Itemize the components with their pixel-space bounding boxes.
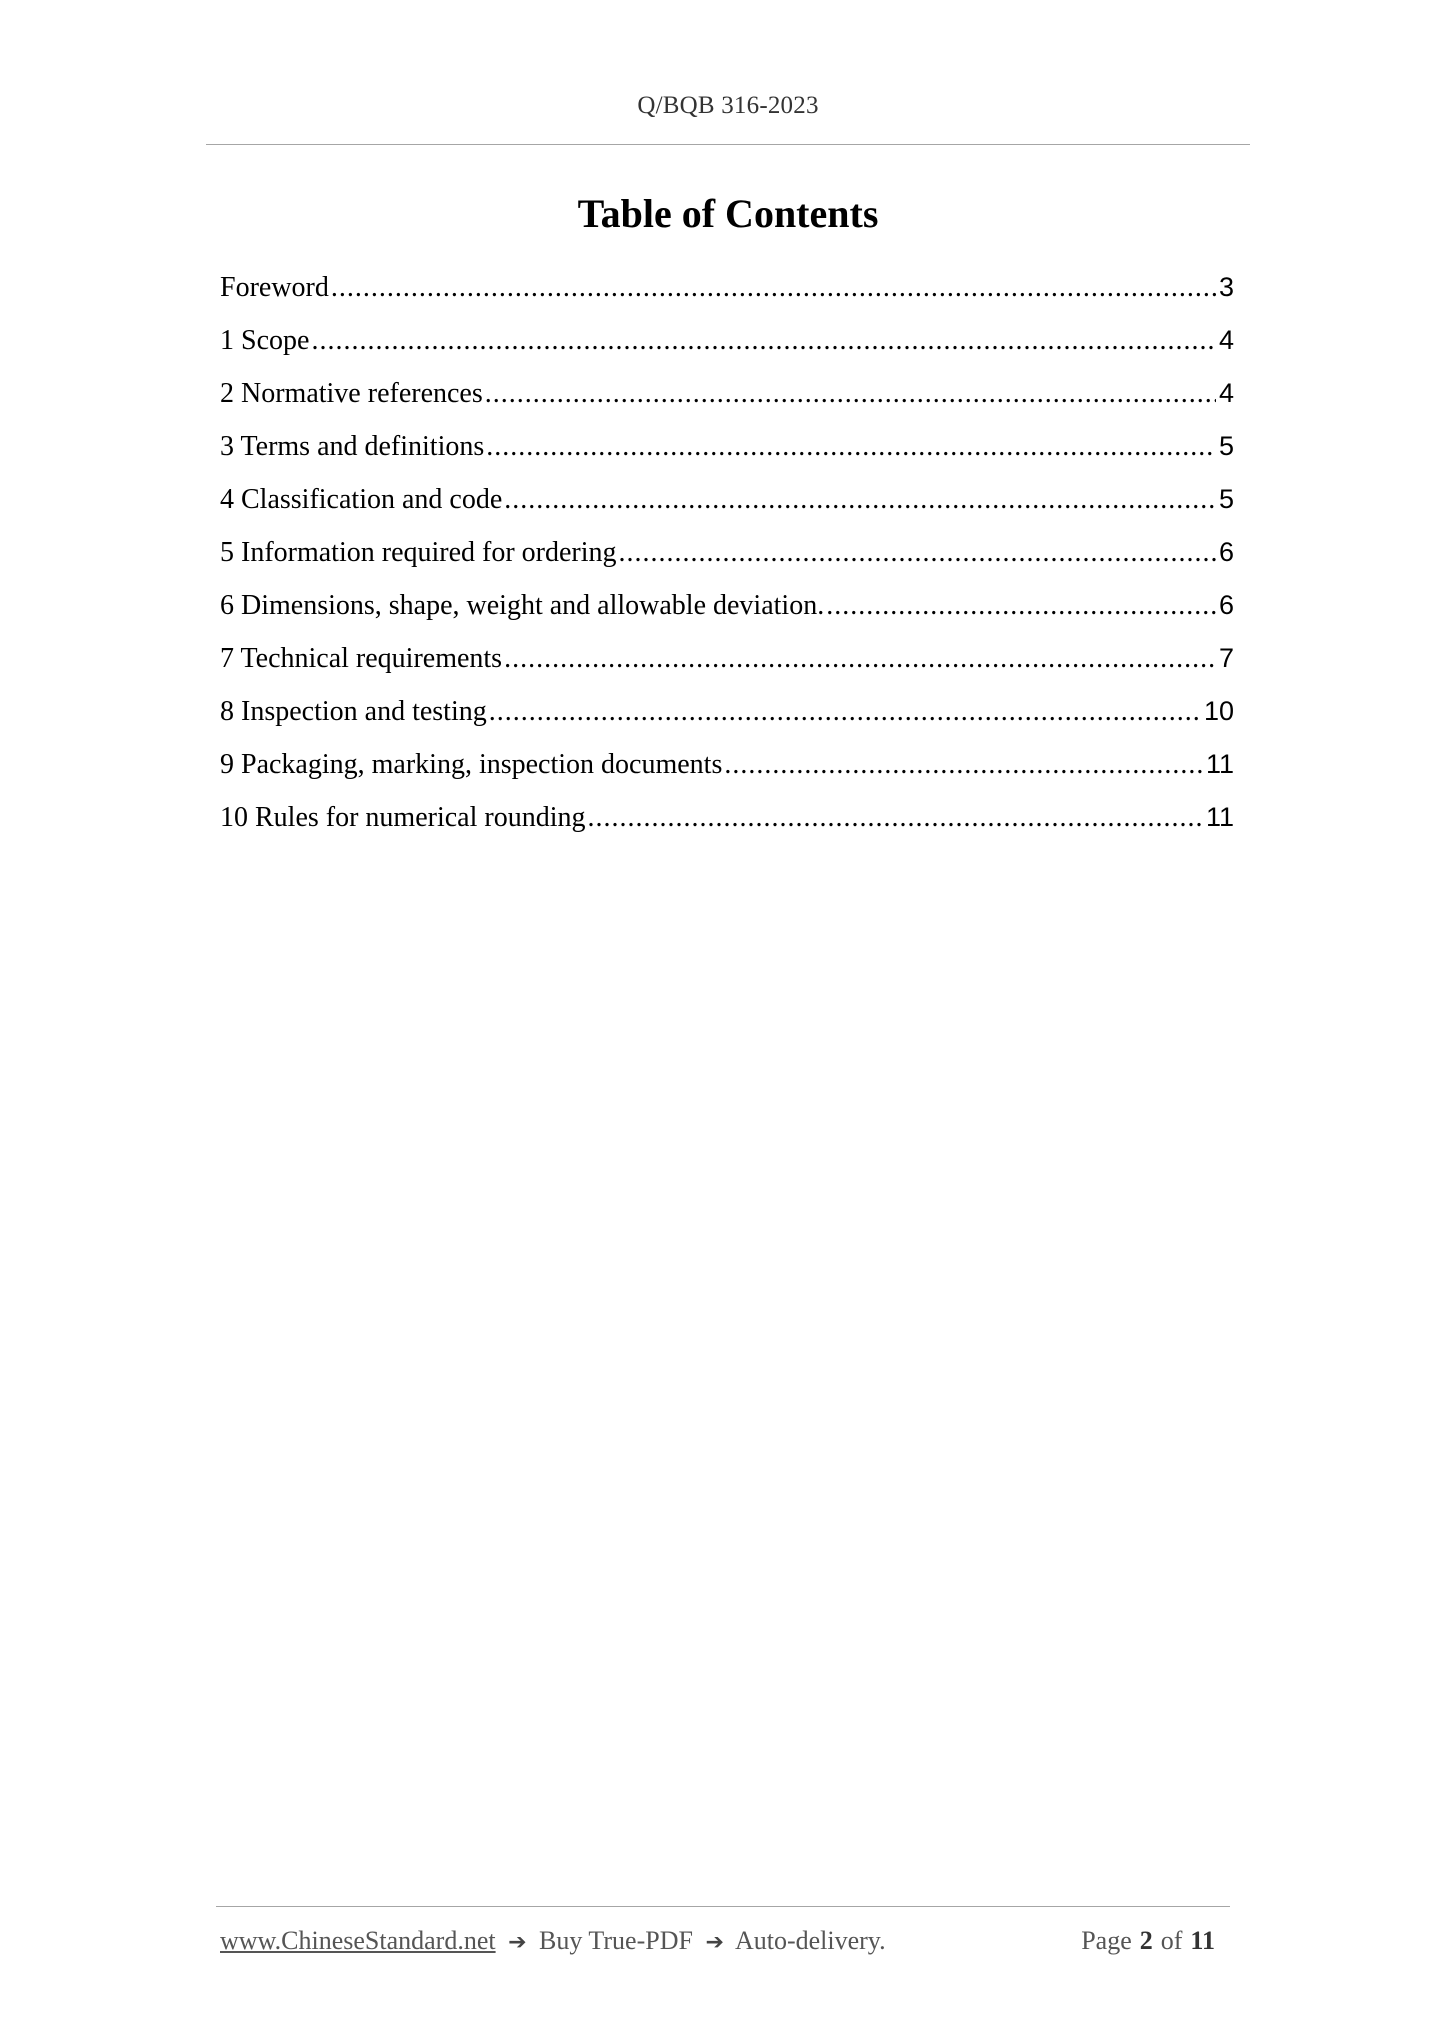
- toc-entry-ordering-information[interactable]: [220, 529, 1234, 582]
- total-pages-number: 11: [1190, 1926, 1215, 1955]
- page-word: Page: [1081, 1926, 1132, 1955]
- toc-entry-numerical-rounding[interactable]: [220, 794, 1234, 847]
- toc-entry-classification-and-code[interactable]: [220, 476, 1234, 529]
- toc-entry-page: 11: [1205, 749, 1234, 779]
- toc-entry-page: 11: [1205, 802, 1234, 832]
- toc-leader-dots: [724, 742, 1204, 788]
- arrow-right-icon: ➔: [508, 1930, 527, 1955]
- toc-leader-dots: [504, 477, 1216, 523]
- toc-entry-label: 3 Terms and definitions: [220, 431, 485, 462]
- toc-entry-technical-requirements[interactable]: [220, 635, 1234, 688]
- footer-promo: [220, 1926, 886, 1956]
- toc-entry-normative-references[interactable]: [220, 370, 1234, 423]
- toc-entry-page: 4: [1218, 378, 1234, 408]
- toc-entry-label: 7 Technical requirements: [220, 643, 503, 674]
- toc-leader-dots: [489, 689, 1202, 735]
- website-link[interactable]: www.ChineseStandard.net: [220, 1926, 496, 1955]
- toc-entry-label: 4 Classification and code: [220, 484, 503, 515]
- toc-entry-dimensions[interactable]: [220, 582, 1234, 635]
- toc-entry-foreword[interactable]: [220, 264, 1234, 317]
- toc-leader-dots: [619, 530, 1216, 576]
- header-divider: [206, 144, 1250, 145]
- toc-entry-inspection-and-testing[interactable]: [220, 688, 1234, 741]
- toc-leader-dots: [486, 424, 1216, 470]
- toc-entry-packaging-marking[interactable]: [220, 741, 1234, 794]
- toc-entry-terms-and-definitions[interactable]: [220, 423, 1234, 476]
- toc-leader-dots: [587, 795, 1203, 841]
- toc-entry-label: Foreword: [220, 272, 329, 303]
- footer-buy-text: Buy True-PDF: [539, 1926, 693, 1955]
- current-page-number: 2: [1139, 1926, 1153, 1955]
- toc-leader-dots: [485, 371, 1216, 417]
- page-number: [1081, 1926, 1223, 1956]
- toc-leader-dots: [331, 265, 1216, 311]
- of-word: of: [1160, 1926, 1183, 1955]
- toc-entry-label: 8 Inspection and testing: [220, 696, 487, 727]
- toc-entry-label: 1 Scope: [220, 325, 310, 356]
- toc-list: [220, 264, 1234, 847]
- toc-leader-dots: [504, 636, 1216, 682]
- toc-entry-page: 7: [1218, 643, 1234, 673]
- toc-entry-page: 5: [1218, 484, 1234, 514]
- toc-entry-page: 6: [1218, 590, 1234, 620]
- footer-delivery-text: Auto-delivery.: [734, 1926, 886, 1955]
- footer-divider: [216, 1906, 1230, 1907]
- toc-entry-label: 10 Rules for numerical rounding: [220, 802, 586, 833]
- toc-title: Table of Contents: [577, 191, 879, 236]
- toc-entry-scope[interactable]: [220, 317, 1234, 370]
- toc-leader-dots: [311, 318, 1216, 364]
- arrow-right-icon: ➔: [705, 1930, 724, 1955]
- toc-entry-label: 2 Normative references: [220, 378, 483, 409]
- toc-entry-page: 5: [1218, 431, 1234, 461]
- toc-entry-page: 4: [1218, 325, 1234, 355]
- toc-entry-label: 6 Dimensions, shape, weight and allowable deviation.: [220, 590, 825, 621]
- toc-entry-page: 6: [1218, 537, 1234, 567]
- toc-entry-page: 10: [1203, 696, 1234, 726]
- toc-leader-dots: [826, 583, 1216, 629]
- page-header-doc-code: Q/BQB 316-2023: [637, 92, 819, 119]
- toc-entry-label: 5 Information required for ordering: [220, 537, 617, 568]
- toc-entry-label: 9 Packaging, marking, inspection documents: [220, 749, 723, 780]
- toc-entry-page: 3: [1218, 272, 1234, 302]
